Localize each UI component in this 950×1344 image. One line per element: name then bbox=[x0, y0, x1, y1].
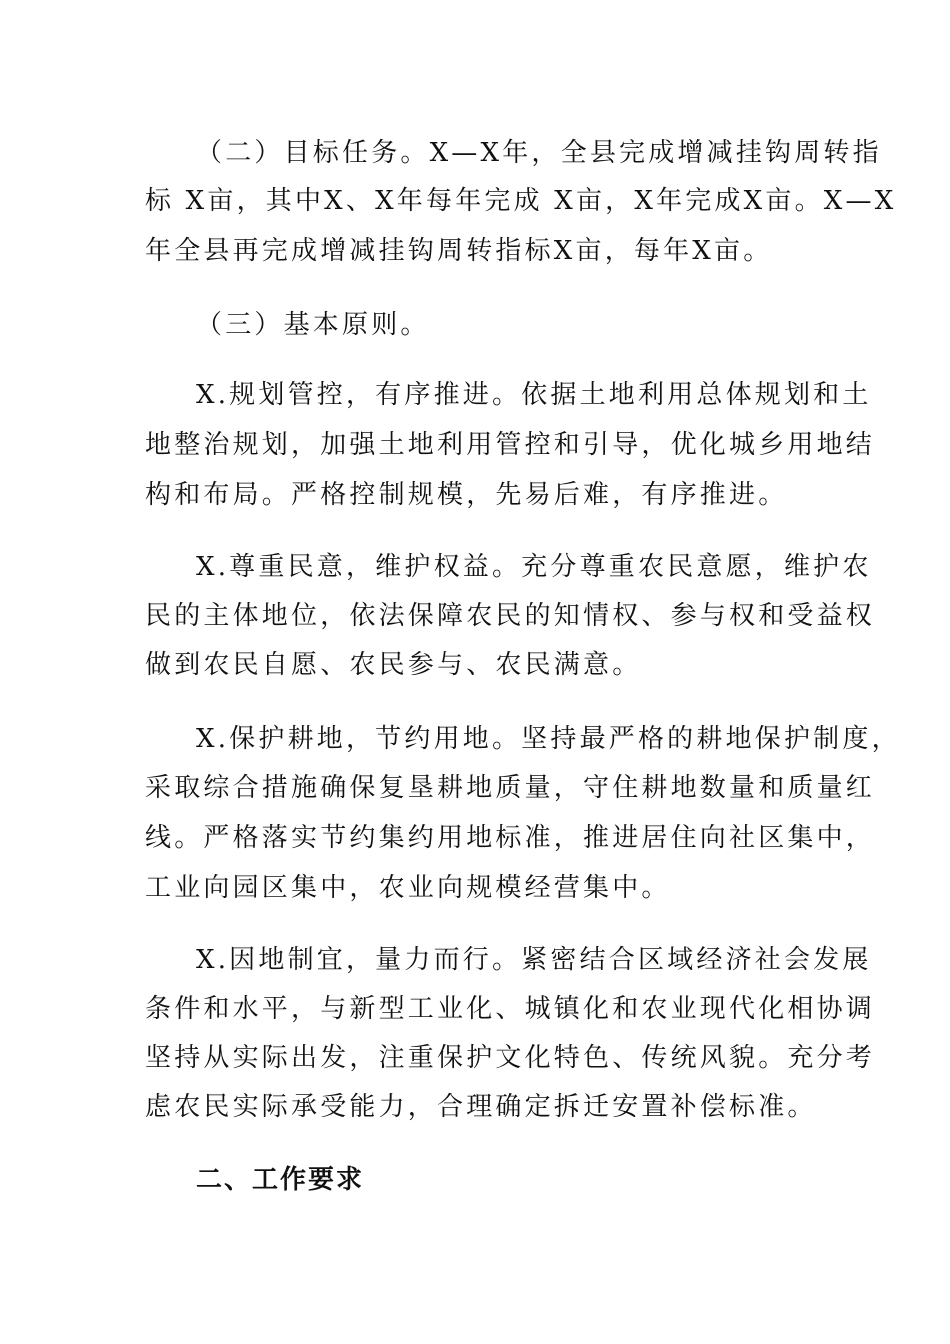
text-line: 做到农民自愿、农民参与、农民满意。 bbox=[145, 650, 642, 680]
text-line: 民的主体地位，依法保障农民的知情权、参与权和受益权 bbox=[145, 601, 876, 631]
text-line: X.保护耕地，节约用地。坚持最严格的耕地保护制度， bbox=[196, 724, 901, 754]
text-line: X.尊重民意，维护权益。充分尊重农民意愿，维护农 bbox=[196, 552, 872, 582]
text-line: X.因地制宜，量力而行。紧密结合区域经济社会发展 bbox=[196, 945, 872, 975]
text-line: 条件和水平，与新型工业化、城镇化和农业现代化相协调 bbox=[145, 994, 876, 1024]
text-line: 地整治规划，加强土地利用管控和引导，优化城乡用地结 bbox=[145, 430, 876, 460]
text-line: 虑农民实际承受能力，合理确定拆迁安置补偿标准。 bbox=[145, 1092, 817, 1122]
text-line: （二）目标任务。X—X年，全县完成增减挂钩周转指 bbox=[196, 138, 882, 168]
text-line: 构和布局。严格控制规模，先易后难，有序推进。 bbox=[145, 480, 788, 510]
text-line: 采取综合措施确保复垦耕地质量，守住耕地数量和质量红 bbox=[145, 773, 876, 803]
text-line: 线。严格落实节约集约用地标准，推进居住向社区集中， bbox=[145, 823, 876, 853]
text-line: 坚持从实际出发，注重保护文化特色、传统风貌。充分考 bbox=[145, 1043, 876, 1073]
section-heading: 二、工作要求 bbox=[196, 1165, 365, 1195]
text-line: X.规划管控，有序推进。依据土地利用总体规划和土 bbox=[196, 380, 872, 410]
text-line: 年全县再完成增减挂钩周转指标X亩，每年X亩。 bbox=[145, 236, 773, 266]
text-line: 标 X亩，其中X、X年每年完成 X亩，X年完成X亩。X—X bbox=[145, 186, 897, 216]
text-line: 工业向园区集中，农业向规模经营集中。 bbox=[145, 873, 671, 903]
text-line: （三）基本原则。 bbox=[196, 310, 430, 340]
